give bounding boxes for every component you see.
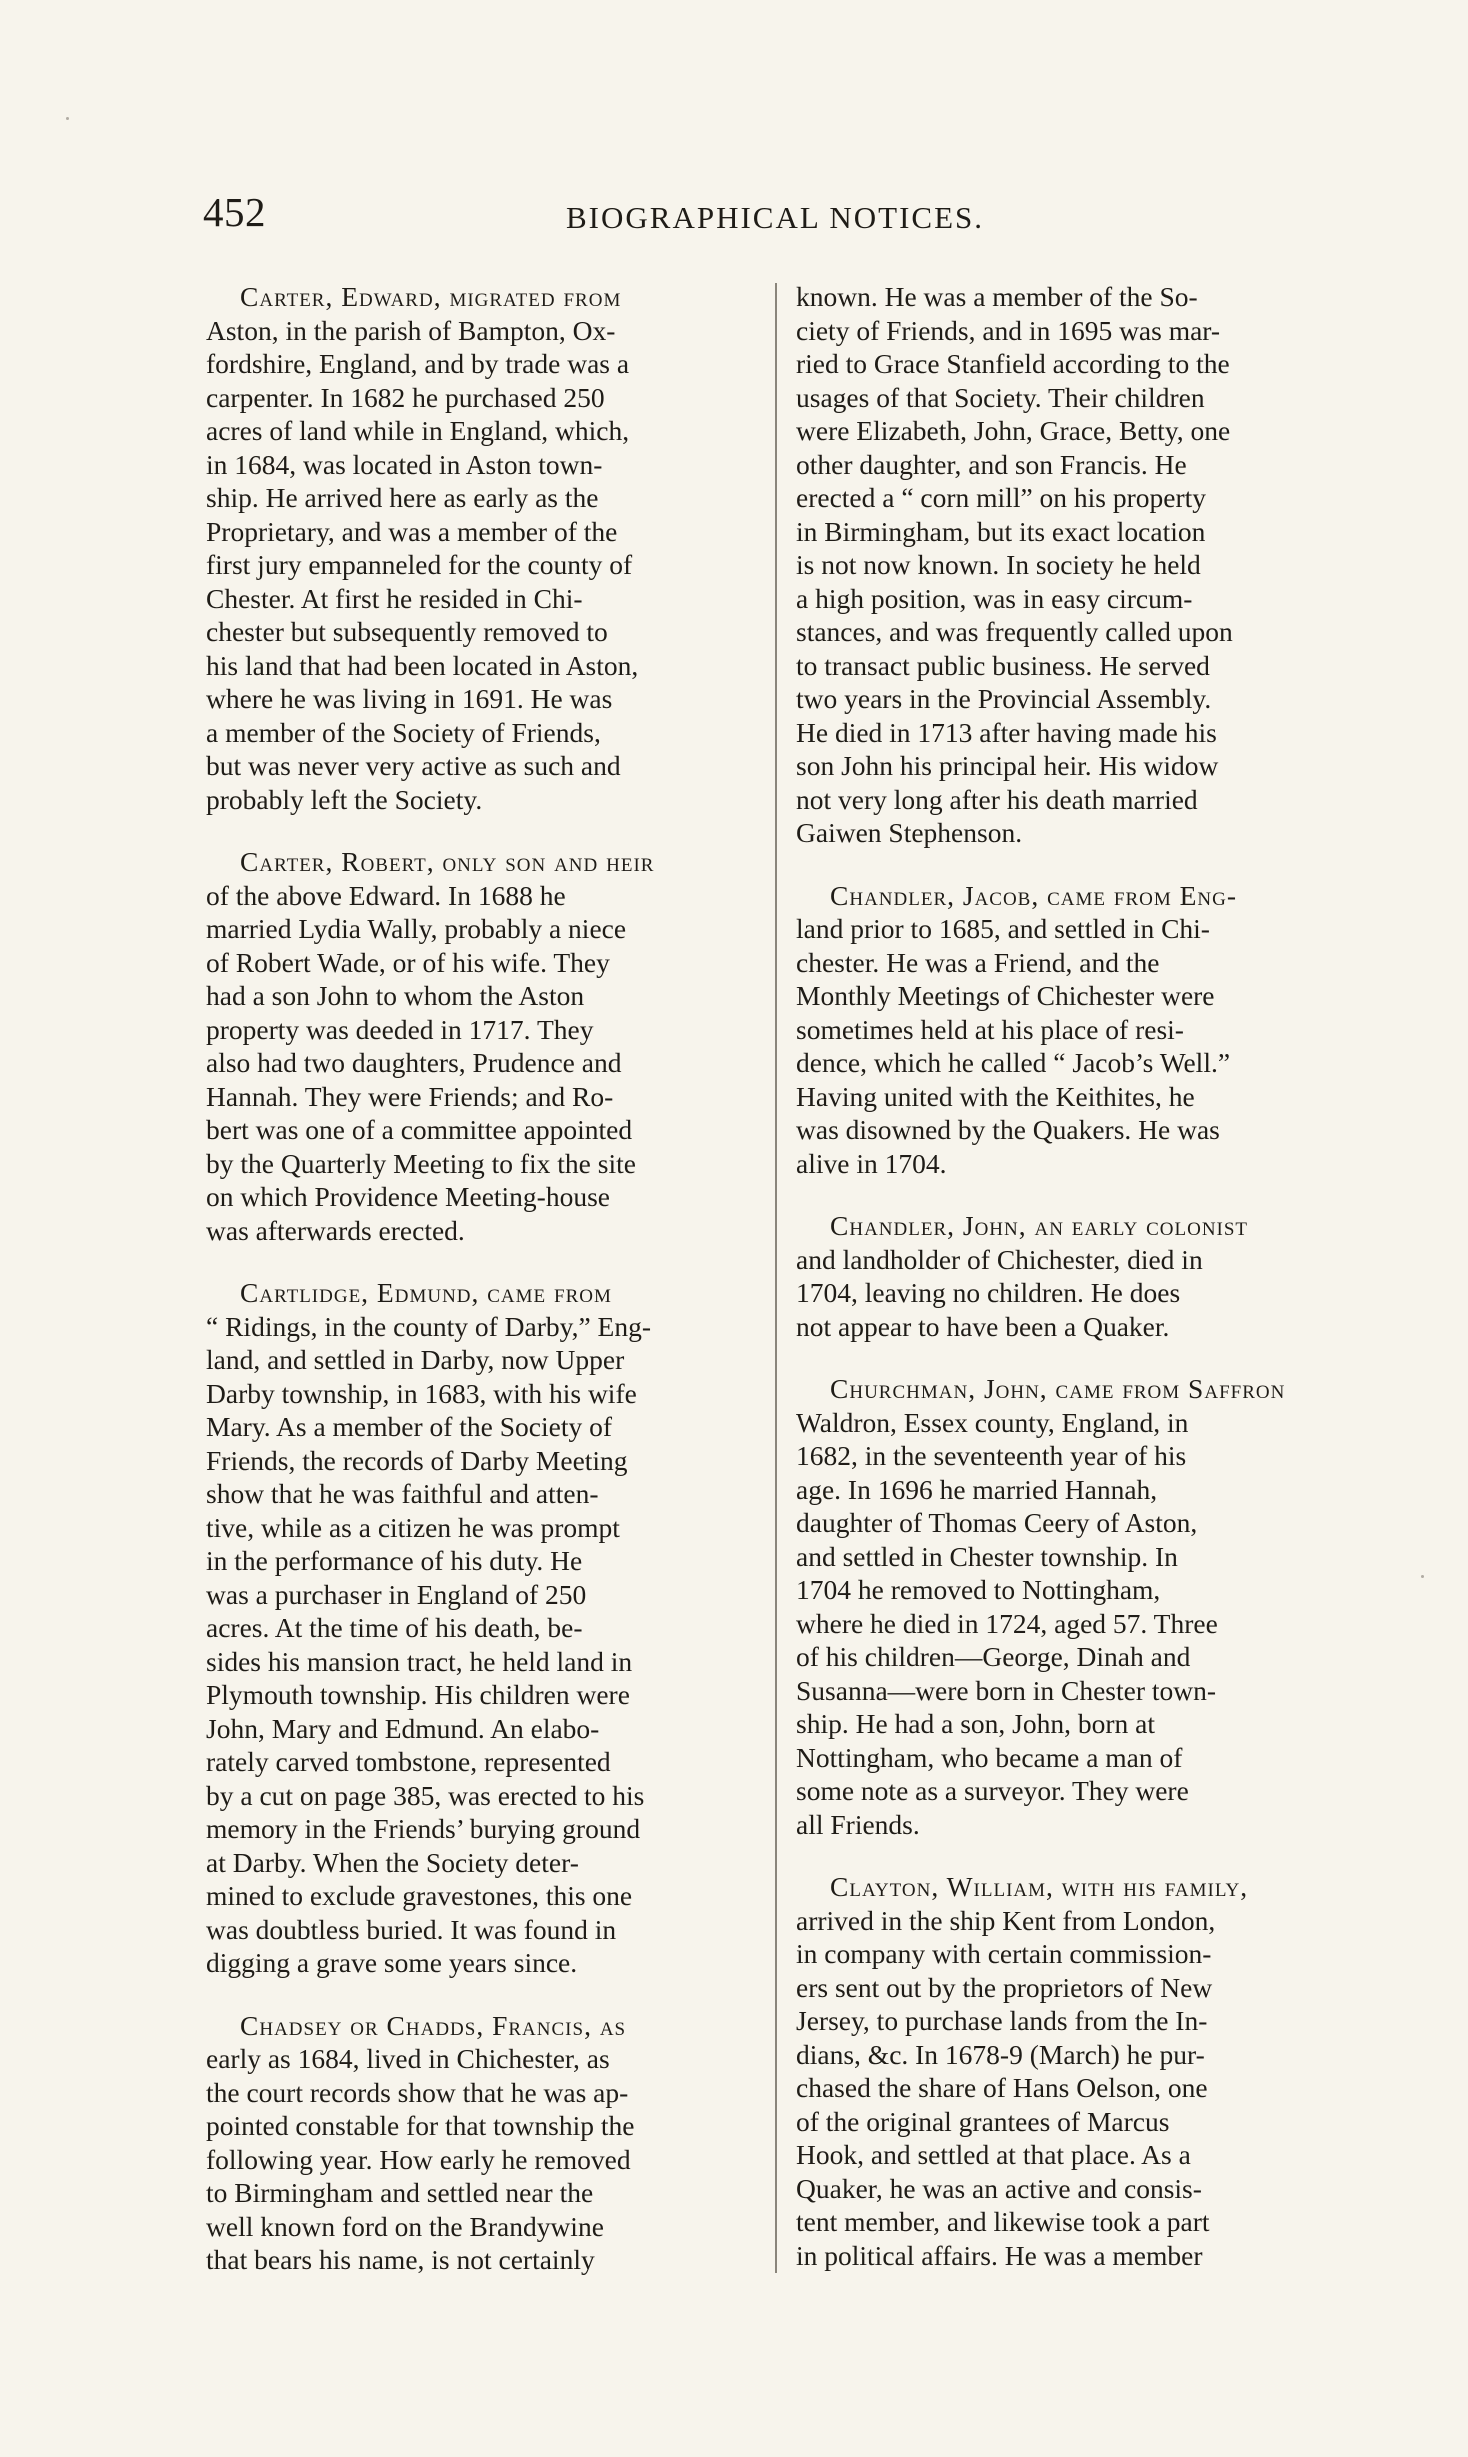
entry-spacer [796, 1343, 1356, 1372]
entry-line: was disowned by the Quakers. He was [796, 1114, 1220, 1145]
entry-line: acres. At the time of his death, be- [206, 1612, 583, 1643]
entry-line: had a son John to whom the Aston [206, 980, 585, 1011]
entry-carter-robert [206, 845, 762, 1247]
entry-line: fordshire, England, and by trade was a [206, 348, 630, 379]
entry-line: alive in 1704. [796, 1147, 947, 1179]
entry-line: a member of the Society of Friends, [206, 716, 601, 748]
entry-line: was afterwards erected. [206, 1214, 465, 1246]
entry-line: John, Mary and Edmund. An elabo- [206, 1712, 600, 1744]
entry-line: erected a “ corn mill” on his property [796, 482, 1207, 513]
entry-line: Darby township, in 1683, with his wife [206, 1377, 637, 1409]
entry-churchman-john [796, 1372, 1356, 1841]
entry-line: ship. He arrived here as early as the [206, 482, 599, 513]
entry-line: 1704 he removed to Nottingham, [796, 1574, 1161, 1605]
entry-line: in 1684, was located in Aston town- [206, 448, 603, 480]
entry-line: ers sent out by the proprietors of New [796, 1971, 1213, 2003]
entry-line: Friends, the records of Darby Meeting [206, 1444, 628, 1476]
entry-spacer [206, 816, 762, 845]
entry-line: Clayton, William, with his family, [830, 1871, 1249, 1902]
entry-line: Hook, and settled at that place. As a [796, 2139, 1191, 2170]
entry-cartlidge-edmund [206, 1276, 762, 1980]
entry-line: sometimes held at his place of resi- [796, 1013, 1184, 1045]
entry-spacer [796, 1180, 1356, 1209]
entry-line: following year. How early he removed [206, 2143, 631, 2175]
entry-line: Hannah. They were Friends; and Ro- [206, 1080, 614, 1112]
entry-chadsey-francis [206, 2009, 762, 2277]
page-speck [66, 117, 69, 120]
entry-line: of Robert Wade, or of his wife. They [206, 946, 610, 978]
entry-line: “ Ridings, in the county of Darby,” Eng- [206, 1310, 651, 1342]
entry-line: daughter of Thomas Ceery of Aston, [796, 1507, 1198, 1538]
entry-line: was doubtless buried. It was found in [206, 1913, 617, 1945]
entry-line: of his children—George, Dinah and [796, 1641, 1191, 1672]
entry-line: in political affairs. He was a member [796, 2239, 1203, 2271]
entry-line: at Darby. When the Society deter- [206, 1846, 579, 1878]
entry-line: Monthly Meetings of Chichester were [796, 980, 1215, 1011]
entry-spacer [796, 1841, 1356, 1870]
page-number: 452 [203, 189, 266, 235]
entry-line: tive, while as a citizen he was prompt [206, 1511, 620, 1543]
entry-line: sides his mansion tract, he held land in [206, 1645, 633, 1677]
entry-carter-edward [206, 280, 762, 816]
entry-line: memory in the Friends’ burying ground [206, 1813, 641, 1844]
entry-line: son John his principal heir. His widow [796, 750, 1219, 781]
entry-line: were Elizabeth, John, Grace, Betty, one [796, 415, 1231, 446]
entry-line: Cartlidge, Edmund, came from [240, 1277, 612, 1308]
entry-line: arrived in the ship Kent from London, [796, 1904, 1216, 1936]
entry-line: stances, and was frequently called upon [796, 616, 1233, 647]
entry-line: chased the share of Hans Oelson, one [796, 2072, 1208, 2103]
entry-line: is not now known. In society he held [796, 549, 1201, 580]
entry-line: to Birmingham and settled near the [206, 2177, 594, 2208]
entry-line: bert was one of a committee appointed [206, 1114, 633, 1145]
entry-spacer [206, 1980, 762, 2009]
entry-line: tent member, and likewise took a part [796, 2206, 1210, 2237]
entry-line: Gaiwen Stephenson. [796, 817, 1023, 848]
entry-line: a high position, was in easy circum- [796, 582, 1193, 614]
entry-line: Churchman, John, came from Saffron [830, 1373, 1286, 1404]
column-rule [775, 283, 777, 2273]
entry-line: ried to Grace Stanfield according to the [796, 348, 1230, 379]
entry-line: where he died in 1724, aged 57. Three [796, 1607, 1218, 1639]
page-speck [1421, 1575, 1424, 1578]
entry-line: first jury empanneled for the county of [206, 549, 633, 580]
entry-line: Chandler, Jacob, came from Eng- [830, 879, 1237, 911]
entry-line: known. He was a member of the So- [796, 281, 1198, 312]
entry-line: in company with certain commission- [796, 1938, 1212, 1969]
entry-line: Carter, Edward, migrated from [240, 281, 622, 312]
entry-line: by the Quarterly Meeting to fix the site [206, 1147, 636, 1179]
entry-line: land prior to 1685, and settled in Chi- [796, 913, 1210, 944]
entry-line: Proprietary, and was a member of the [206, 515, 618, 547]
entry-line: in Birmingham, but its exact location [796, 515, 1206, 547]
entry-line: early as 1684, lived in Chichester, as [206, 2043, 610, 2074]
entry-line: Waldron, Essex county, England, in [796, 1406, 1189, 1438]
entry-line: rately carved tombstone, represented [206, 1746, 611, 1777]
entry-line: chester but subsequently removed to [206, 616, 608, 647]
entry-spacer [796, 850, 1356, 879]
entry-line: where he was living in 1691. He was [206, 683, 613, 714]
entry-line: and landholder of Chichester, died in [796, 1243, 1203, 1275]
entry-spacer [206, 1247, 762, 1276]
entry-line: all Friends. [796, 1808, 920, 1840]
entry-line: 1682, in the seventeenth year of his [796, 1440, 1187, 1471]
right-column [796, 280, 1356, 2272]
entry-clayton-william [796, 1870, 1356, 2272]
entry-line: by a cut on page 385, was erected to his [206, 1779, 645, 1811]
entry-line: to transact public business. He served [796, 649, 1210, 681]
entry-line: age. In 1696 he married Hannah, [796, 1473, 1158, 1505]
entry-line: on which Providence Meeting-house [206, 1181, 611, 1212]
entry-line: Chester. At first he resided in Chi- [206, 582, 583, 614]
entry-line: of the original grantees of Marcus [796, 2105, 1170, 2137]
entry-line: carpenter. In 1682 he purchased 250 [206, 381, 605, 413]
left-column [206, 280, 762, 2277]
entry-line: Mary. As a member of the Society of [206, 1411, 613, 1442]
entry-line: but was never very active as such and [206, 750, 621, 781]
entry-line: well known ford on the Brandywine [206, 2210, 604, 2242]
entry-line: Aston, in the parish of Bampton, Ox- [206, 314, 616, 346]
entry-line: married Lydia Wally, probably a niece [206, 913, 627, 944]
entry-line: Susanna—were born in Chester town- [796, 1674, 1217, 1706]
entry-line: Quaker, he was an active and consis- [796, 2172, 1202, 2204]
entry-line: dence, which he called “ Jacob’s Well.” [796, 1047, 1231, 1078]
entry-line: was a purchaser in England of 250 [206, 1578, 587, 1610]
entry-line: and settled in Chester township. In [796, 1540, 1178, 1572]
entry-line: ship. He had a son, John, born at [796, 1708, 1155, 1739]
entry-line: show that he was faithful and atten- [206, 1478, 599, 1509]
entry-line: pointed constable for that township the [206, 2110, 635, 2141]
entry-chadsey-continued [796, 280, 1356, 850]
entry-line: dians, &c. In 1678-9 (March) he pur- [796, 2038, 1205, 2070]
entry-line: two years in the Provincial Assembly. [796, 683, 1212, 714]
entry-line: Chandler, John, an early colonist [830, 1210, 1249, 1241]
entry-line: probably left the Society. [206, 783, 483, 815]
entry-line: of the above Edward. In 1688 he [206, 879, 566, 911]
entry-chandler-jacob [796, 879, 1356, 1181]
entry-chandler-john [796, 1209, 1356, 1343]
entry-line: mined to exclude gravestones, this one [206, 1880, 633, 1911]
entry-line: Plymouth township. His children were [206, 1679, 630, 1710]
entry-line: other daughter, and son Francis. He [796, 448, 1187, 480]
entry-line: ciety of Friends, and in 1695 was mar- [796, 314, 1221, 346]
entry-line: not very long after his death married [796, 783, 1198, 815]
entry-line: 1704, leaving no children. He does [796, 1277, 1181, 1308]
entry-line: some note as a surveyor. They were [796, 1775, 1189, 1806]
entry-line: that bears his name, is not certainly [206, 2244, 595, 2275]
entry-line: the court records show that he was ap- [206, 2076, 629, 2108]
entry-line: He died in 1713 after having made his [796, 716, 1217, 748]
entry-line: usages of that Society. Their children [796, 381, 1205, 413]
entry-line: chester. He was a Friend, and the [796, 946, 1160, 978]
entry-line: Jersey, to purchase lands from the In- [796, 2005, 1208, 2036]
entry-line: also had two daughters, Prudence and [206, 1047, 622, 1078]
entry-line: property was deeded in 1717. They [206, 1013, 594, 1045]
entry-line: Chadsey or Chadds, Francis, as [240, 2009, 627, 2041]
entry-line: in the performance of his duty. He [206, 1545, 583, 1576]
entry-line: his land that had been located in Aston, [206, 649, 639, 681]
entry-line: not appear to have been a Quaker. [796, 1310, 1170, 1342]
entry-line: Carter, Robert, only son and heir [240, 846, 655, 877]
running-title: BIOGRAPHICAL NOTICES. [566, 200, 985, 235]
entry-line: Having united with the Keithites, he [796, 1080, 1195, 1112]
entry-line: digging a grave some years since. [206, 1947, 578, 1978]
entry-line: acres of land while in England, which, [206, 415, 630, 446]
entry-line: land, and settled in Darby, now Upper [206, 1344, 625, 1375]
entry-line: Nottingham, who became a man of [796, 1741, 1183, 1773]
